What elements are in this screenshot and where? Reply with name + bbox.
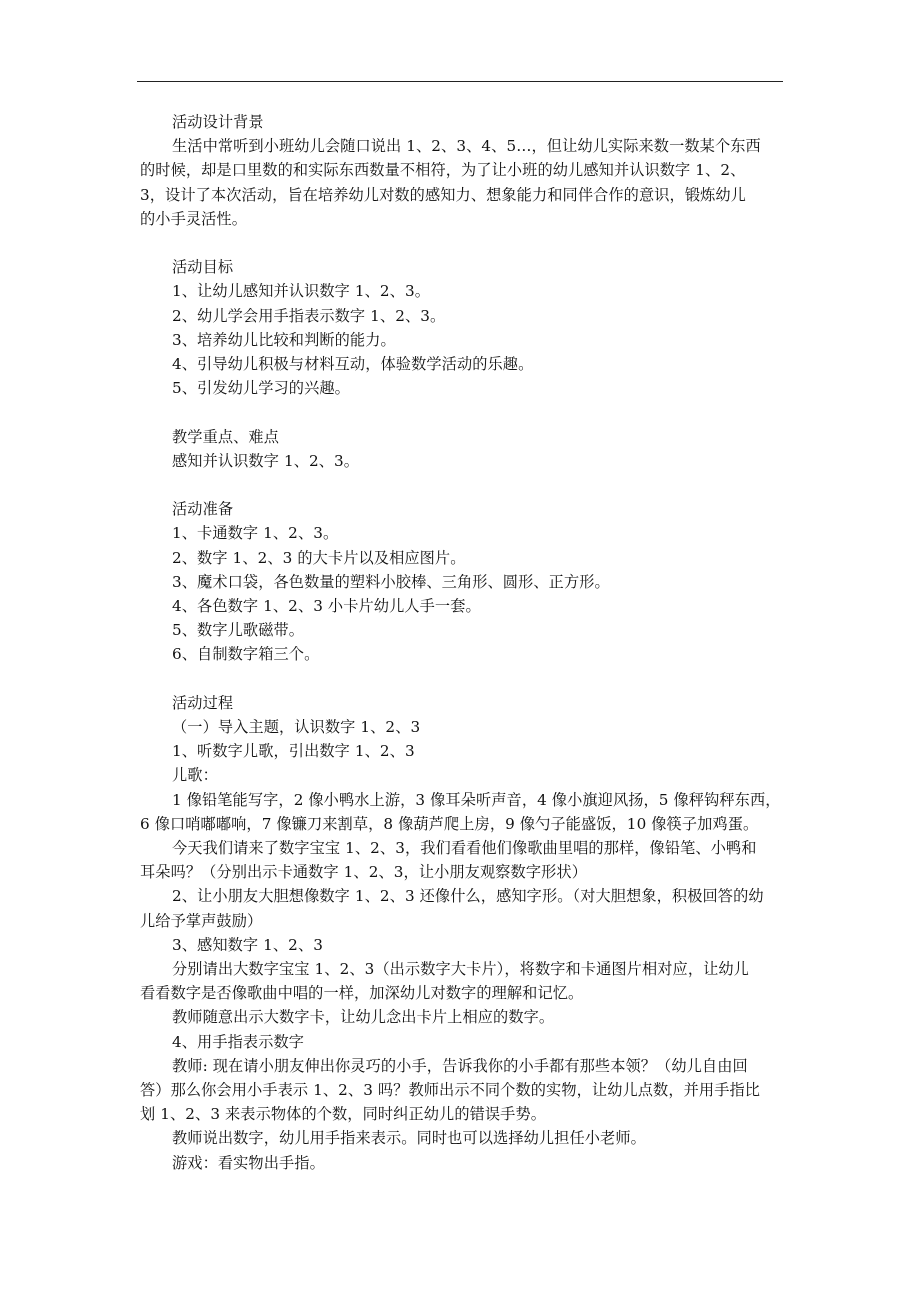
process-line: 教师说出数字，幼儿用手指来表示。同时也可以选择幼儿担任小老师。 xyxy=(172,1129,646,1148)
section-heading-background: 活动设计背景 xyxy=(172,113,264,131)
background-line: 的时候，却是口里数的和实际东西数量不相符，为了让小班的幼儿感知并认识数字 1、2、 xyxy=(140,161,746,180)
background-line: 生活中常听到小班幼儿会随口说出 1、2、3、4、5…，但让幼儿实际来数一数某个东西 xyxy=(172,137,761,156)
process-line: 3、感知数字 1、2、3 xyxy=(172,935,323,954)
section-heading-key-points: 教学重点、难点 xyxy=(172,427,280,446)
process-lines xyxy=(140,715,785,1175)
process-line: 儿给予掌声鼓励） xyxy=(140,911,263,930)
preparation-item: 6、自制数字箱三个。 xyxy=(172,645,320,664)
process-line: （一）导入主题，认识数字 1、2、3 xyxy=(172,718,421,737)
header-rule xyxy=(137,81,783,82)
process-line: 看看数字是否像歌曲中唱的一样，加深幼儿对数字的理解和记忆。 xyxy=(140,984,584,1003)
preparation-item: 5、数字儿歌磁带。 xyxy=(172,621,305,640)
background-line: 的小手灵活性。 xyxy=(140,209,248,228)
preparation-item: 2、数字 1、2、3 的大卡片以及相应图片。 xyxy=(172,548,466,567)
preparation-item: 3、魔术口袋，各色数量的塑料小胶棒、三角形、圆形、正方形。 xyxy=(172,572,610,591)
process-line: 游戏：看实物出手指。 xyxy=(172,1153,325,1172)
preparation-item: 1、卡通数字 1、2、3。 xyxy=(172,524,339,543)
goal-item: 5、引发幼儿学习的兴趣。 xyxy=(172,379,350,398)
key-points-text: 感知并认识数字 1、2、3。 xyxy=(172,451,360,470)
document-body xyxy=(140,110,785,1175)
spacer xyxy=(140,667,785,691)
preparation-item: 4、各色数字 1、2、3 小卡片幼儿人手一套。 xyxy=(172,597,481,616)
goal-item: 4、引导幼儿积极与材料互动，体验数学活动的乐趣。 xyxy=(172,355,534,374)
process-line: 儿歌： xyxy=(172,766,218,785)
spacer xyxy=(140,231,785,255)
spacer xyxy=(140,473,785,497)
process-line: 教师随意出示大数字卡，让幼儿念出卡片上相应的数字。 xyxy=(172,1008,555,1027)
process-line: 分别请出大数字宝宝 1、2、3（出示数字大卡片），将数字和卡通图片相对应，让幼儿 xyxy=(172,960,749,979)
process-line: 耳朵吗？（分别出示卡通数字 1、2、3，让小朋友观察数字形状） xyxy=(140,863,587,882)
process-line: 1、听数字儿歌，引出数字 1、2、3 xyxy=(172,742,415,761)
process-line: 今天我们请来了数字宝宝 1、2、3，我们看看他们像歌曲里唱的那样，像铅笔、小鸭和 xyxy=(172,839,757,858)
goal-item: 1、让幼儿感知并认识数字 1、2、3。 xyxy=(172,282,431,301)
spacer xyxy=(140,400,785,424)
process-line: 4、用手指表示数字 xyxy=(172,1032,305,1051)
section-heading-goals: 活动目标 xyxy=(172,258,234,277)
background-line: 3，设计了本次活动，旨在培养幼儿对数的感知力、想象能力和同伴合作的意识，锻炼幼儿 xyxy=(140,185,746,204)
process-line: 6 像口哨嘟嘟响，7 像镰刀来割草，8 像葫芦爬上房，9 像勺子能盛饭，10 像筷子加鸡蛋。 xyxy=(140,814,759,833)
goal-item: 3、培养幼儿比较和判断的能力。 xyxy=(172,330,396,349)
process-line: 1 像铅笔能写字，2 像小鸭水上游，3 像耳朵听声音，4 像小旗迎风扬，5 像秤钩秤东西， xyxy=(172,790,781,809)
section-heading-preparation: 活动准备 xyxy=(172,500,234,519)
process-line: 划 1、2、3 来表示物体的个数，同时纠正幼儿的错误手势。 xyxy=(140,1105,547,1124)
process-line: 教师: 现在请小朋友伸出你灵巧的小手，告诉我你的小手都有那些本领？（幼儿自由回 xyxy=(172,1056,748,1075)
goal-item: 2、幼儿学会用手指表示数字 1、2、3。 xyxy=(172,306,446,325)
section-heading-process: 活动过程 xyxy=(172,693,234,712)
process-line: 答）那么你会用小手表示 1、2、3 吗？教师出示不同个数的实物，让幼儿点数，并用手指比 xyxy=(140,1081,761,1100)
process-line: 2、让小朋友大胆想像数字 1、2、3 还像什么，感知字形。（对大胆想象，积极回答的幼 xyxy=(172,887,764,906)
